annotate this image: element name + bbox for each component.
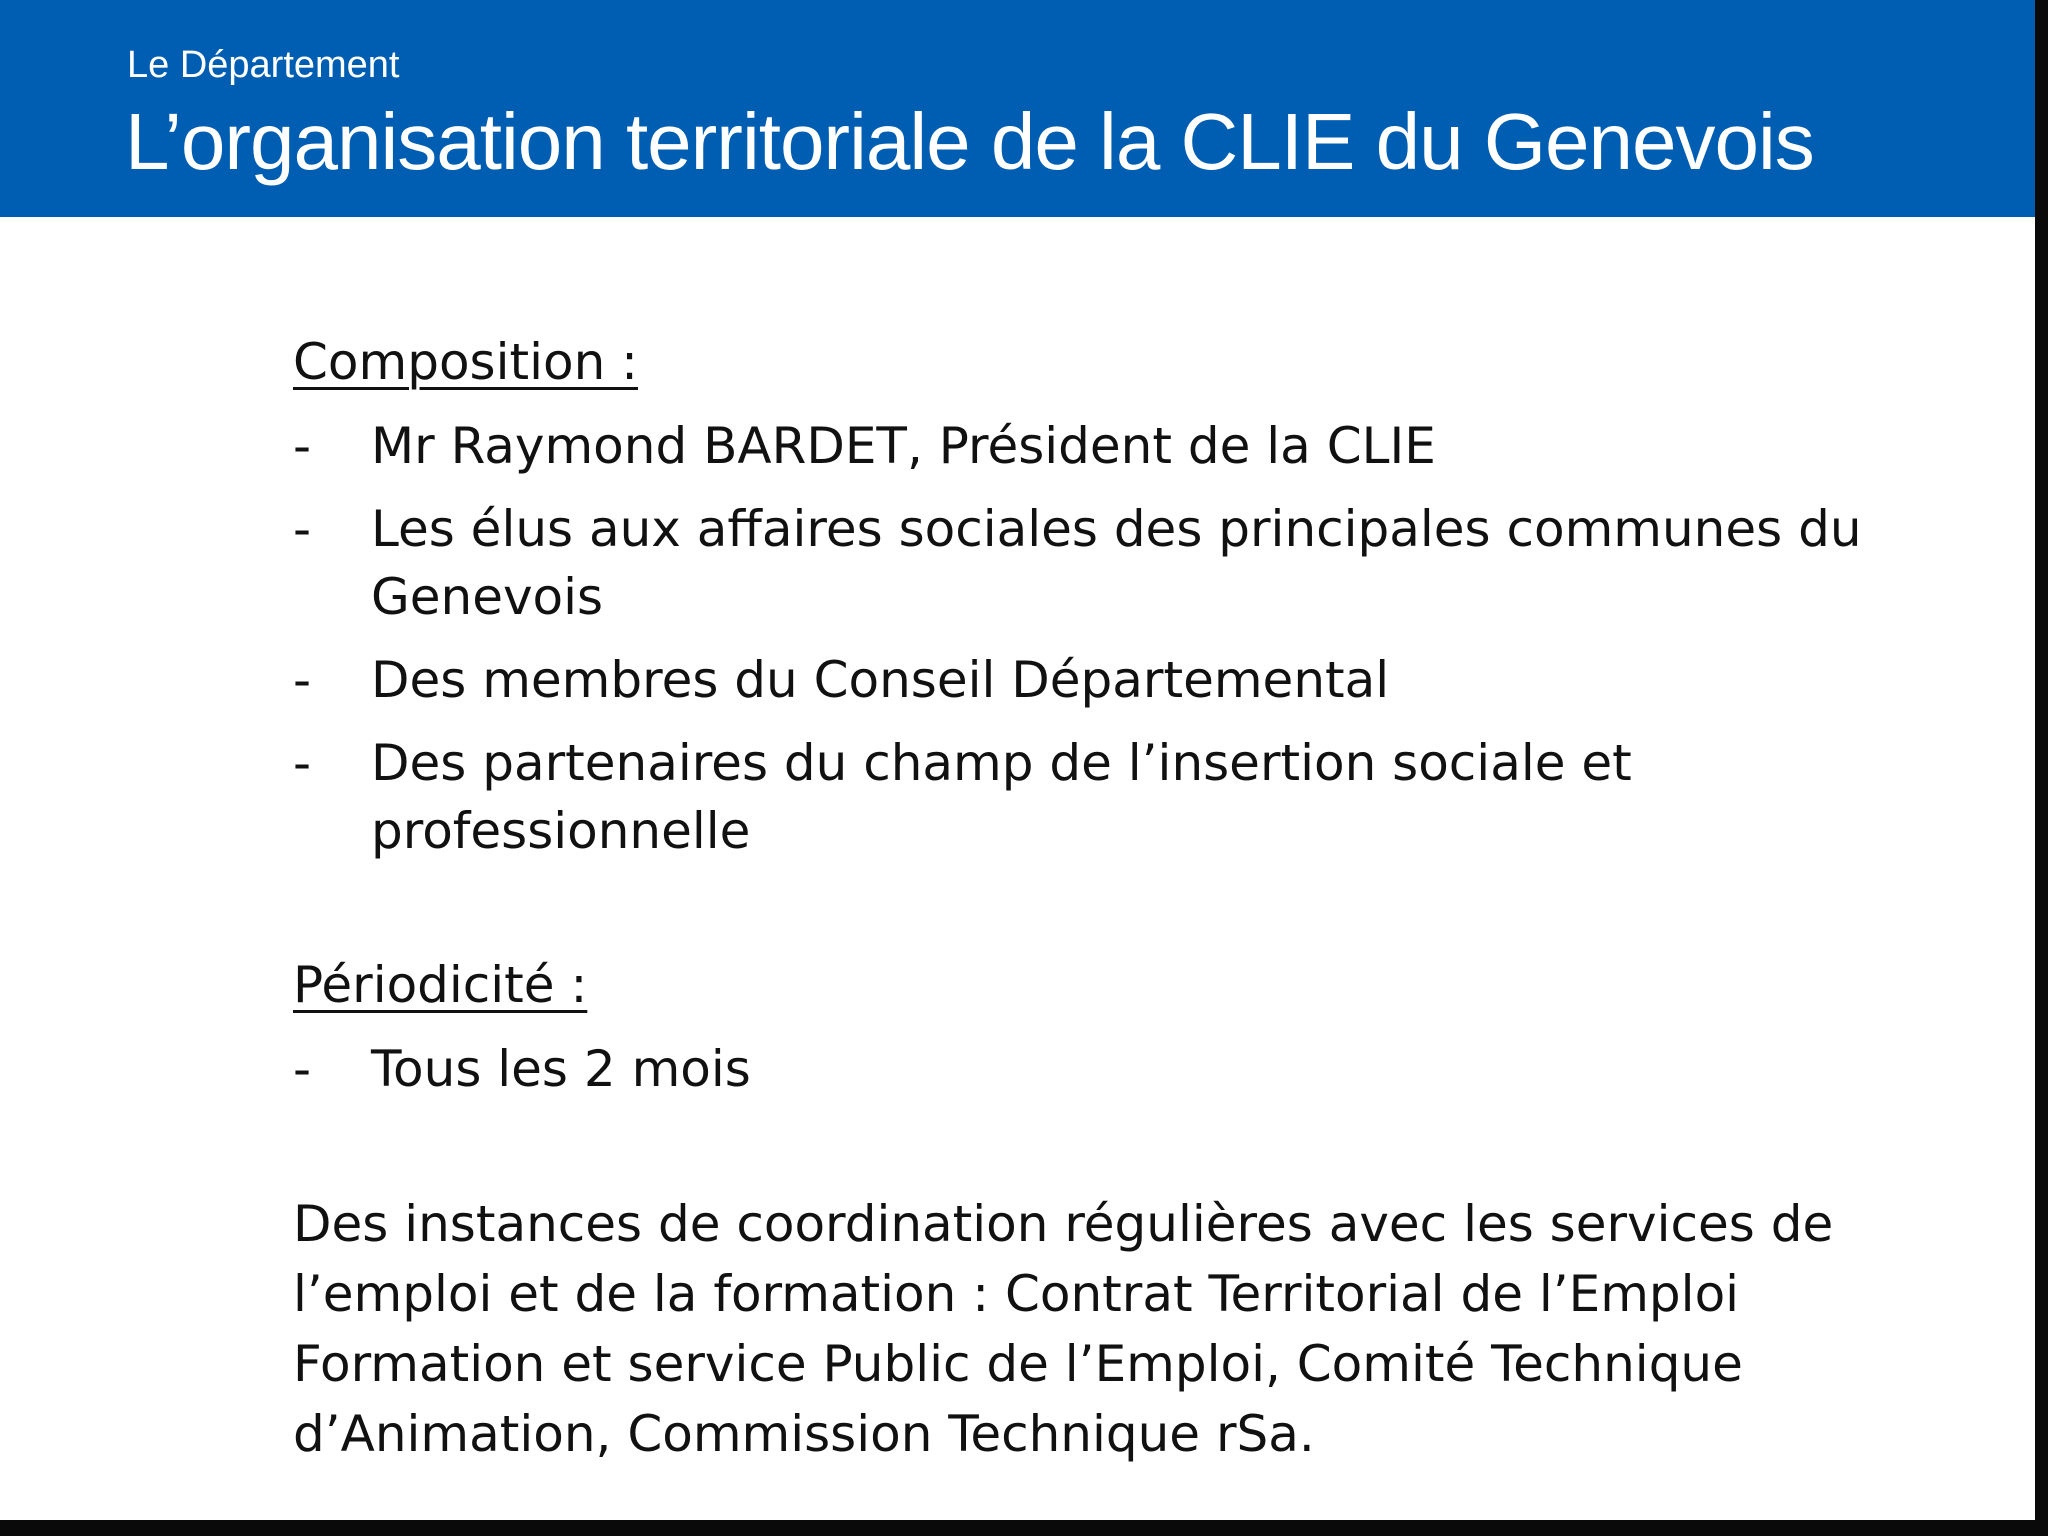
slide-header (0, 0, 2035, 217)
list-item (293, 646, 1953, 714)
list-item (293, 495, 1953, 631)
slide-body (293, 328, 1953, 1469)
coordination-paragraph: Des instances de coordination régulières avec les services de l’emploi et de la formation : Contrat Territorial de l’Emploi Formation et service Public de l’Emploi, Comité Technique d’Animation, Commission Technique rSa. (293, 1195, 1834, 1463)
list-item-text: Les élus aux affaires sociales des principales communes du Genevois (371, 500, 1862, 626)
right-border (2035, 0, 2048, 1520)
list-item-text: Des membres du Conseil Départemental (371, 651, 1390, 709)
list-item (293, 1035, 1953, 1103)
bullet-dash: - (293, 651, 312, 709)
composition-heading: Composition : (293, 333, 638, 391)
bullet-dash: - (293, 417, 312, 475)
bullet-dash: - (293, 1040, 312, 1098)
list-item (293, 729, 1953, 865)
list-item-text: Des partenaires du champ de l’insertion sociale et professionnelle (371, 734, 1632, 860)
spacer (293, 880, 1953, 951)
list-item (293, 412, 1953, 480)
bullet-dash: - (293, 500, 312, 558)
bullet-dash: - (293, 734, 312, 792)
composition-list (293, 412, 1953, 865)
slide-title: L’organisation territoriale de la CLIE du Genevois (125, 97, 1814, 186)
periodicite-heading: Périodicité : (293, 956, 588, 1014)
bottom-border (0, 1520, 2048, 1536)
list-item-text: Mr Raymond BARDET, Président de la CLIE (371, 417, 1436, 475)
periodicite-list (293, 1035, 1953, 1103)
list-item-text: Tous les 2 mois (371, 1040, 751, 1098)
header-kicker: Le Département (127, 44, 400, 86)
spacer (293, 1118, 1953, 1189)
